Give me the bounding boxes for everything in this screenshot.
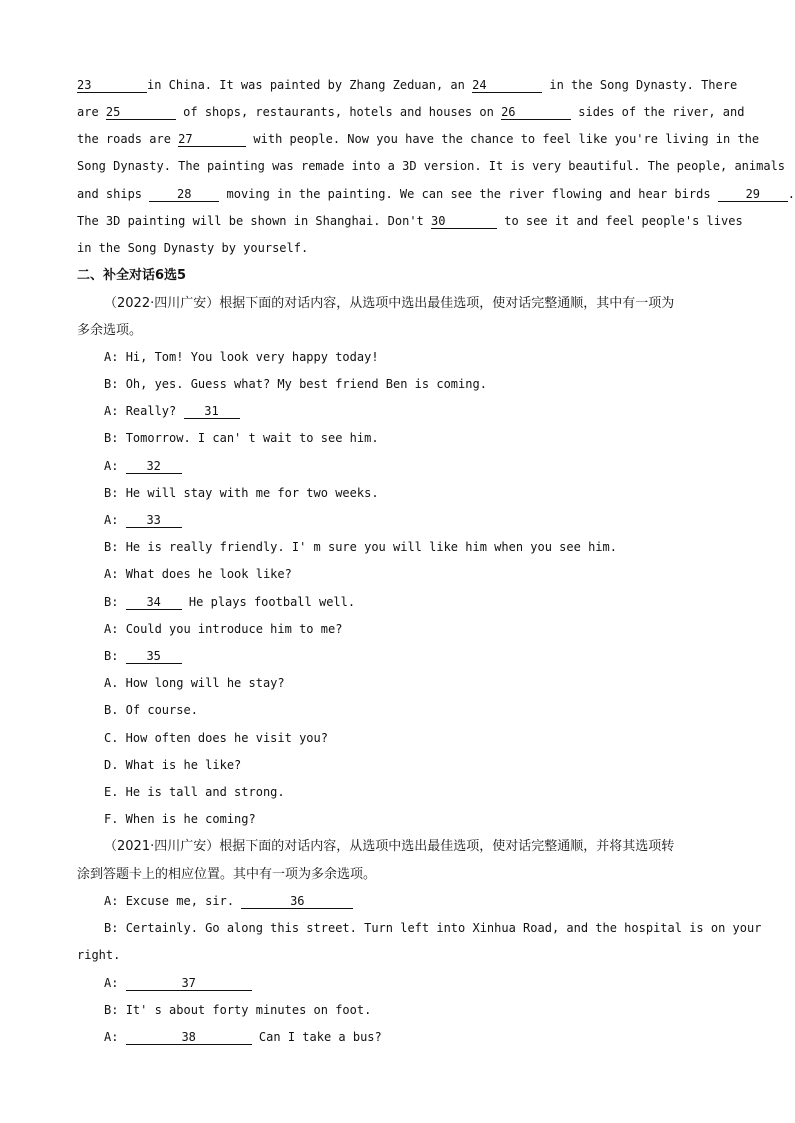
passage-line-2: are 25 of shops, restaurants, hotels and houses on 26 sides of the river, and bbox=[77, 105, 745, 119]
dialog1-line-12: B: 35 bbox=[104, 643, 718, 670]
dialog1-line-1: A: Hi, Tom! You look very happy today! bbox=[104, 350, 379, 364]
option-a: A. How long will he stay? bbox=[104, 676, 285, 690]
option-e: E. He is tall and strong. bbox=[104, 785, 285, 799]
dialog1-line-7: A: 33 bbox=[104, 507, 718, 534]
blank-28: 28 bbox=[149, 187, 219, 202]
q1-intro-line-1: （2022·四川广安）根据下面的对话内容，从选项中选出最佳选项，使对话完整通顺，其中有一项为 bbox=[104, 296, 675, 311]
blank-32: 32 bbox=[126, 459, 182, 474]
blank-23: 23 bbox=[77, 78, 147, 93]
option-b: B. Of course. bbox=[104, 703, 198, 717]
dialog1-line-4: B: Tomorrow. I can' t wait to see him. bbox=[104, 431, 379, 445]
blank-30: 30 bbox=[431, 214, 497, 229]
passage-line-1: 23 in China. It was painted by Zhang Zeduan, an 24 in the Song Dynasty. There bbox=[77, 78, 738, 92]
blank-27: 27 bbox=[178, 132, 246, 147]
q2-intro-line-1: （2021·四川广安）根据下面的对话内容，从选项中选出最佳选项，使对话完整通顺，并将其选项转 bbox=[104, 839, 675, 854]
passage-line-7: in the Song Dynasty by yourself. bbox=[77, 241, 309, 255]
blank-26: 26 bbox=[501, 105, 571, 120]
section-heading: 二、补全对话6选5 bbox=[77, 268, 187, 283]
blank-33: 33 bbox=[126, 513, 182, 528]
dialog1-line-6: B: He will stay with me for two weeks. bbox=[104, 486, 379, 500]
blank-38: 38 bbox=[126, 1030, 252, 1045]
q1-intro-line-2: 多余选项。 bbox=[77, 323, 143, 338]
blank-36: 36 bbox=[241, 894, 353, 909]
dialog2-line-6: A: 38 Can I take a bus? bbox=[104, 1030, 382, 1044]
option-f: F. When is he coming? bbox=[104, 812, 256, 826]
dialog1-line-2: B: Oh, yes. Guess what? My best friend Ben is coming. bbox=[104, 377, 487, 391]
dialog1-line-9: A: What does he look like? bbox=[104, 567, 292, 581]
blank-24: 24 bbox=[472, 78, 542, 93]
dialog1-line-10: B: 34 He plays football well. bbox=[104, 595, 356, 609]
dialog2-line-1: A: Excuse me, sir. 36 bbox=[104, 888, 718, 915]
blank-35: 35 bbox=[126, 649, 182, 664]
passage-line-4: Song Dynasty. The painting was remade into a 3D version. It is very beautiful. The people, animals bbox=[77, 159, 786, 173]
blank-34: 34 bbox=[126, 595, 182, 610]
blank-31: 31 bbox=[184, 404, 240, 419]
dialog1-line-11: A: Could you introduce him to me? bbox=[104, 622, 343, 636]
dialog1-line-8: B: He is really friendly. I' m sure you will like him when you see him. bbox=[104, 540, 617, 554]
passage-line-6: The 3D painting will be shown in Shanghai. Don't 30 to see it and feel people's lives bbox=[77, 214, 743, 228]
q2-intro-line-2: 涂到答题卡上的相应位置。其中有一项为多余选项。 bbox=[77, 867, 377, 882]
option-d: D. What is he like? bbox=[104, 758, 242, 772]
dialog1-line-5: A: 32 bbox=[104, 453, 718, 480]
blank-37: 37 bbox=[126, 976, 252, 991]
dialog1-line-3: A: Really? 31 bbox=[104, 398, 718, 425]
passage-line-5: and ships 28 moving in the painting. We can see the river flowing and hear birds 29 . bbox=[77, 187, 795, 201]
dialog2-line-3: right. bbox=[77, 948, 121, 962]
dialog2-line-2: B: Certainly. Go along this street. Turn left into Xinhua Road, and the hospital is on your bbox=[104, 921, 762, 935]
passage-line-3: the roads are 27 with people. Now you have the chance to feel like you're living in the bbox=[77, 132, 760, 146]
option-c: C. How often does he visit you? bbox=[104, 731, 328, 745]
blank-25: 25 bbox=[106, 105, 176, 120]
blank-29: 29 bbox=[718, 187, 788, 202]
dialog2-line-5: B: It' s about forty minutes on foot. bbox=[104, 1003, 372, 1017]
dialog2-line-4: A: 37 bbox=[104, 970, 718, 997]
